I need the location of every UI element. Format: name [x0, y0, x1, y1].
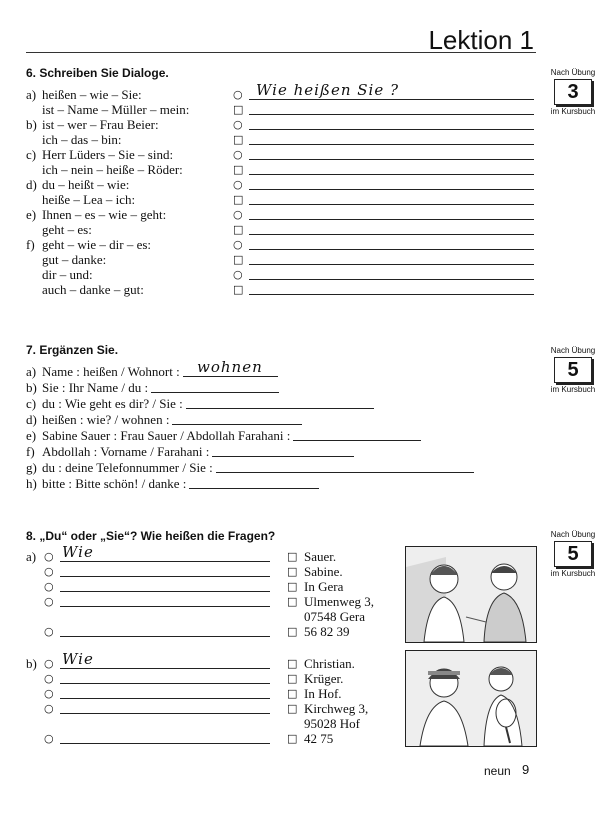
answer-line[interactable]: [293, 440, 421, 441]
answer-line[interactable]: [60, 591, 270, 592]
answer-line[interactable]: [60, 698, 270, 699]
square-marker-icon: □: [233, 163, 244, 176]
prompt-text: bitte : Bitte schön! / danke :: [42, 476, 187, 491]
response-text: Kirchweg 3,: [304, 701, 369, 716]
prompt-text: Herr Lüders – Sie – sind:: [42, 147, 174, 162]
exercise-6-title: 6. Schreiben Sie Dialoge.: [26, 66, 169, 80]
answer-line[interactable]: [60, 576, 270, 577]
prompt-text: Sie : Ihr Name / du :: [42, 380, 149, 395]
prompt-letter: f): [26, 237, 35, 252]
exercise-reference-badge: [548, 68, 598, 116]
square-marker-icon: □: [233, 253, 244, 266]
response-text: 56 82 39: [304, 624, 350, 639]
answer-line[interactable]: [249, 279, 534, 280]
prompt-text: ist – wer – Frau Beier:: [42, 117, 159, 132]
header-divider: [26, 52, 536, 53]
square-marker-icon: □: [233, 193, 244, 206]
badge-number: 3: [554, 79, 592, 105]
prompt-letter: a): [26, 87, 37, 102]
exercise-reference-badge: [548, 346, 598, 394]
lesson-title: Lektion 1: [428, 25, 534, 55]
circle-marker-icon: ○: [44, 565, 54, 578]
answer-line[interactable]: [172, 424, 302, 425]
response-text: In Gera: [304, 579, 344, 594]
prompt-letter: f): [26, 444, 35, 459]
answer-line[interactable]: [216, 472, 474, 473]
badge-label-top: Nach Übung: [550, 68, 596, 77]
prompt-text: Ihnen – es – wie – geht:: [42, 207, 167, 222]
prompt-text: heiße – Lea – ich:: [42, 192, 136, 207]
response-text: 42 75: [304, 731, 334, 746]
badge-label-bottom: im Kursbuch: [550, 569, 596, 578]
prompt-text: dir – und:: [42, 267, 93, 282]
response-text: Sabine.: [304, 564, 343, 579]
prompt-text: heißen – wie – Sie:: [42, 87, 142, 102]
answer-line[interactable]: [249, 174, 534, 175]
answer-line[interactable]: [60, 668, 270, 669]
prompt-text: Name : heißen / Wohnort :: [42, 364, 180, 379]
page-number-word: neun: [484, 764, 511, 778]
square-marker-icon: □: [233, 103, 244, 116]
badge-label-top: Nach Übung: [550, 346, 596, 355]
circle-marker-icon: ○: [233, 88, 243, 101]
prompt-letter: a): [26, 364, 37, 379]
handwritten-answer: Wie: [62, 650, 94, 668]
answer-line[interactable]: [249, 294, 534, 295]
answer-line[interactable]: [60, 561, 270, 562]
square-marker-icon: □: [287, 687, 298, 700]
circle-marker-icon: ○: [44, 732, 54, 745]
handwritten-answer: wohnen: [197, 358, 263, 376]
badge-number: 5: [554, 541, 592, 567]
badge-number: 5: [554, 357, 592, 383]
answer-line[interactable]: [249, 234, 534, 235]
prompt-text: ich – das – bin:: [42, 132, 122, 147]
answer-line[interactable]: [183, 376, 278, 377]
circle-marker-icon: ○: [44, 625, 54, 638]
prompt-text: ist – Name – Müller – mein:: [42, 102, 190, 117]
answer-line[interactable]: [249, 189, 534, 190]
response-text: 95028 Hof: [304, 716, 360, 731]
prompt-letter: g): [26, 460, 37, 475]
answer-line[interactable]: [249, 144, 534, 145]
answer-line[interactable]: [151, 392, 279, 393]
exercise-reference-badge: [548, 530, 598, 578]
prompt-text: heißen : wie? / wohnen :: [42, 412, 170, 427]
response-text: Christian.: [304, 656, 355, 671]
handwritten-answer: Wie heißen Sie ?: [256, 81, 400, 99]
circle-marker-icon: ○: [233, 208, 243, 221]
group-letter: b): [26, 656, 37, 671]
square-marker-icon: □: [287, 550, 298, 563]
prompt-letter: d): [26, 412, 37, 427]
response-text: 07548 Gera: [304, 609, 366, 624]
prompt-text: du : deine Telefonnummer / Sie :: [42, 460, 213, 475]
badge-label-bottom: im Kursbuch: [550, 385, 596, 394]
page-number: 9: [522, 762, 530, 777]
prompt-text: auch – danke – gut:: [42, 282, 144, 297]
square-marker-icon: □: [287, 565, 298, 578]
square-marker-icon: □: [287, 732, 298, 745]
prompt-letter: d): [26, 177, 37, 192]
illustration-tennis: [405, 650, 537, 747]
prompt-text: Sabine Sauer : Frau Sauer / Abdollah Farahani :: [42, 428, 291, 443]
answer-line[interactable]: [60, 713, 270, 714]
square-marker-icon: □: [287, 625, 298, 638]
circle-marker-icon: ○: [233, 178, 243, 191]
prompt-letter: c): [26, 147, 37, 162]
circle-marker-icon: ○: [44, 595, 54, 608]
prompt-text: ich – nein – heiße – Röder:: [42, 162, 183, 177]
prompt-text: gut – danke:: [42, 252, 107, 267]
prompt-text: du : Wie geht es dir? / Sie :: [42, 396, 183, 411]
prompt-text: geht – wie – dir – es:: [42, 237, 152, 252]
answer-line[interactable]: [249, 159, 534, 160]
answer-line[interactable]: [212, 456, 354, 457]
exercise-7-title: 7. Ergänzen Sie.: [26, 343, 119, 357]
square-marker-icon: □: [287, 672, 298, 685]
square-marker-icon: □: [287, 595, 298, 608]
answer-line[interactable]: [249, 99, 534, 100]
response-text: Krüger.: [304, 671, 344, 686]
answer-line[interactable]: [249, 264, 534, 265]
prompt-letter: h): [26, 476, 37, 491]
answer-line[interactable]: [60, 683, 270, 684]
prompt-letter: b): [26, 380, 37, 395]
circle-marker-icon: ○: [233, 268, 243, 281]
response-text: Sauer.: [304, 549, 337, 564]
answer-line[interactable]: [186, 408, 374, 409]
answer-line[interactable]: [60, 743, 270, 744]
circle-marker-icon: ○: [44, 657, 54, 670]
answer-line[interactable]: [249, 249, 534, 250]
illustration-conversation: [405, 546, 537, 643]
badge-label-top: Nach Übung: [550, 530, 596, 539]
prompt-text: du – heißt – wie:: [42, 177, 130, 192]
circle-marker-icon: ○: [44, 687, 54, 700]
answer-line[interactable]: [249, 114, 534, 115]
circle-marker-icon: ○: [233, 238, 243, 251]
circle-marker-icon: ○: [233, 118, 243, 131]
square-marker-icon: □: [287, 657, 298, 670]
square-marker-icon: □: [233, 133, 244, 146]
answer-line[interactable]: [249, 129, 534, 130]
square-marker-icon: □: [233, 283, 244, 296]
answer-line[interactable]: [249, 219, 534, 220]
circle-marker-icon: ○: [233, 148, 243, 161]
answer-line[interactable]: [60, 636, 270, 637]
prompt-text: Abdollah : Vorname / Farahani :: [42, 444, 210, 459]
prompt-letter: e): [26, 428, 37, 443]
answer-line[interactable]: [60, 606, 270, 607]
prompt-text: geht – es:: [42, 222, 92, 237]
response-text: In Hof.: [304, 686, 342, 701]
prompt-letter: e): [26, 207, 37, 222]
square-marker-icon: □: [287, 580, 298, 593]
circle-marker-icon: ○: [44, 672, 54, 685]
group-letter: a): [26, 549, 37, 564]
answer-line[interactable]: [189, 488, 319, 489]
badge-label-bottom: im Kursbuch: [550, 107, 596, 116]
circle-marker-icon: ○: [44, 550, 54, 563]
circle-marker-icon: ○: [44, 702, 54, 715]
square-marker-icon: □: [233, 223, 244, 236]
square-marker-icon: □: [287, 702, 298, 715]
prompt-letter: b): [26, 117, 37, 132]
circle-marker-icon: ○: [44, 580, 54, 593]
response-text: Ulmenweg 3,: [304, 594, 375, 609]
handwritten-answer: Wie: [62, 543, 94, 561]
answer-line[interactable]: [249, 204, 534, 205]
exercise-8-title: 8. „Du“ oder „Sie“? Wie heißen die Fragen?: [26, 529, 276, 543]
prompt-letter: c): [26, 396, 37, 411]
